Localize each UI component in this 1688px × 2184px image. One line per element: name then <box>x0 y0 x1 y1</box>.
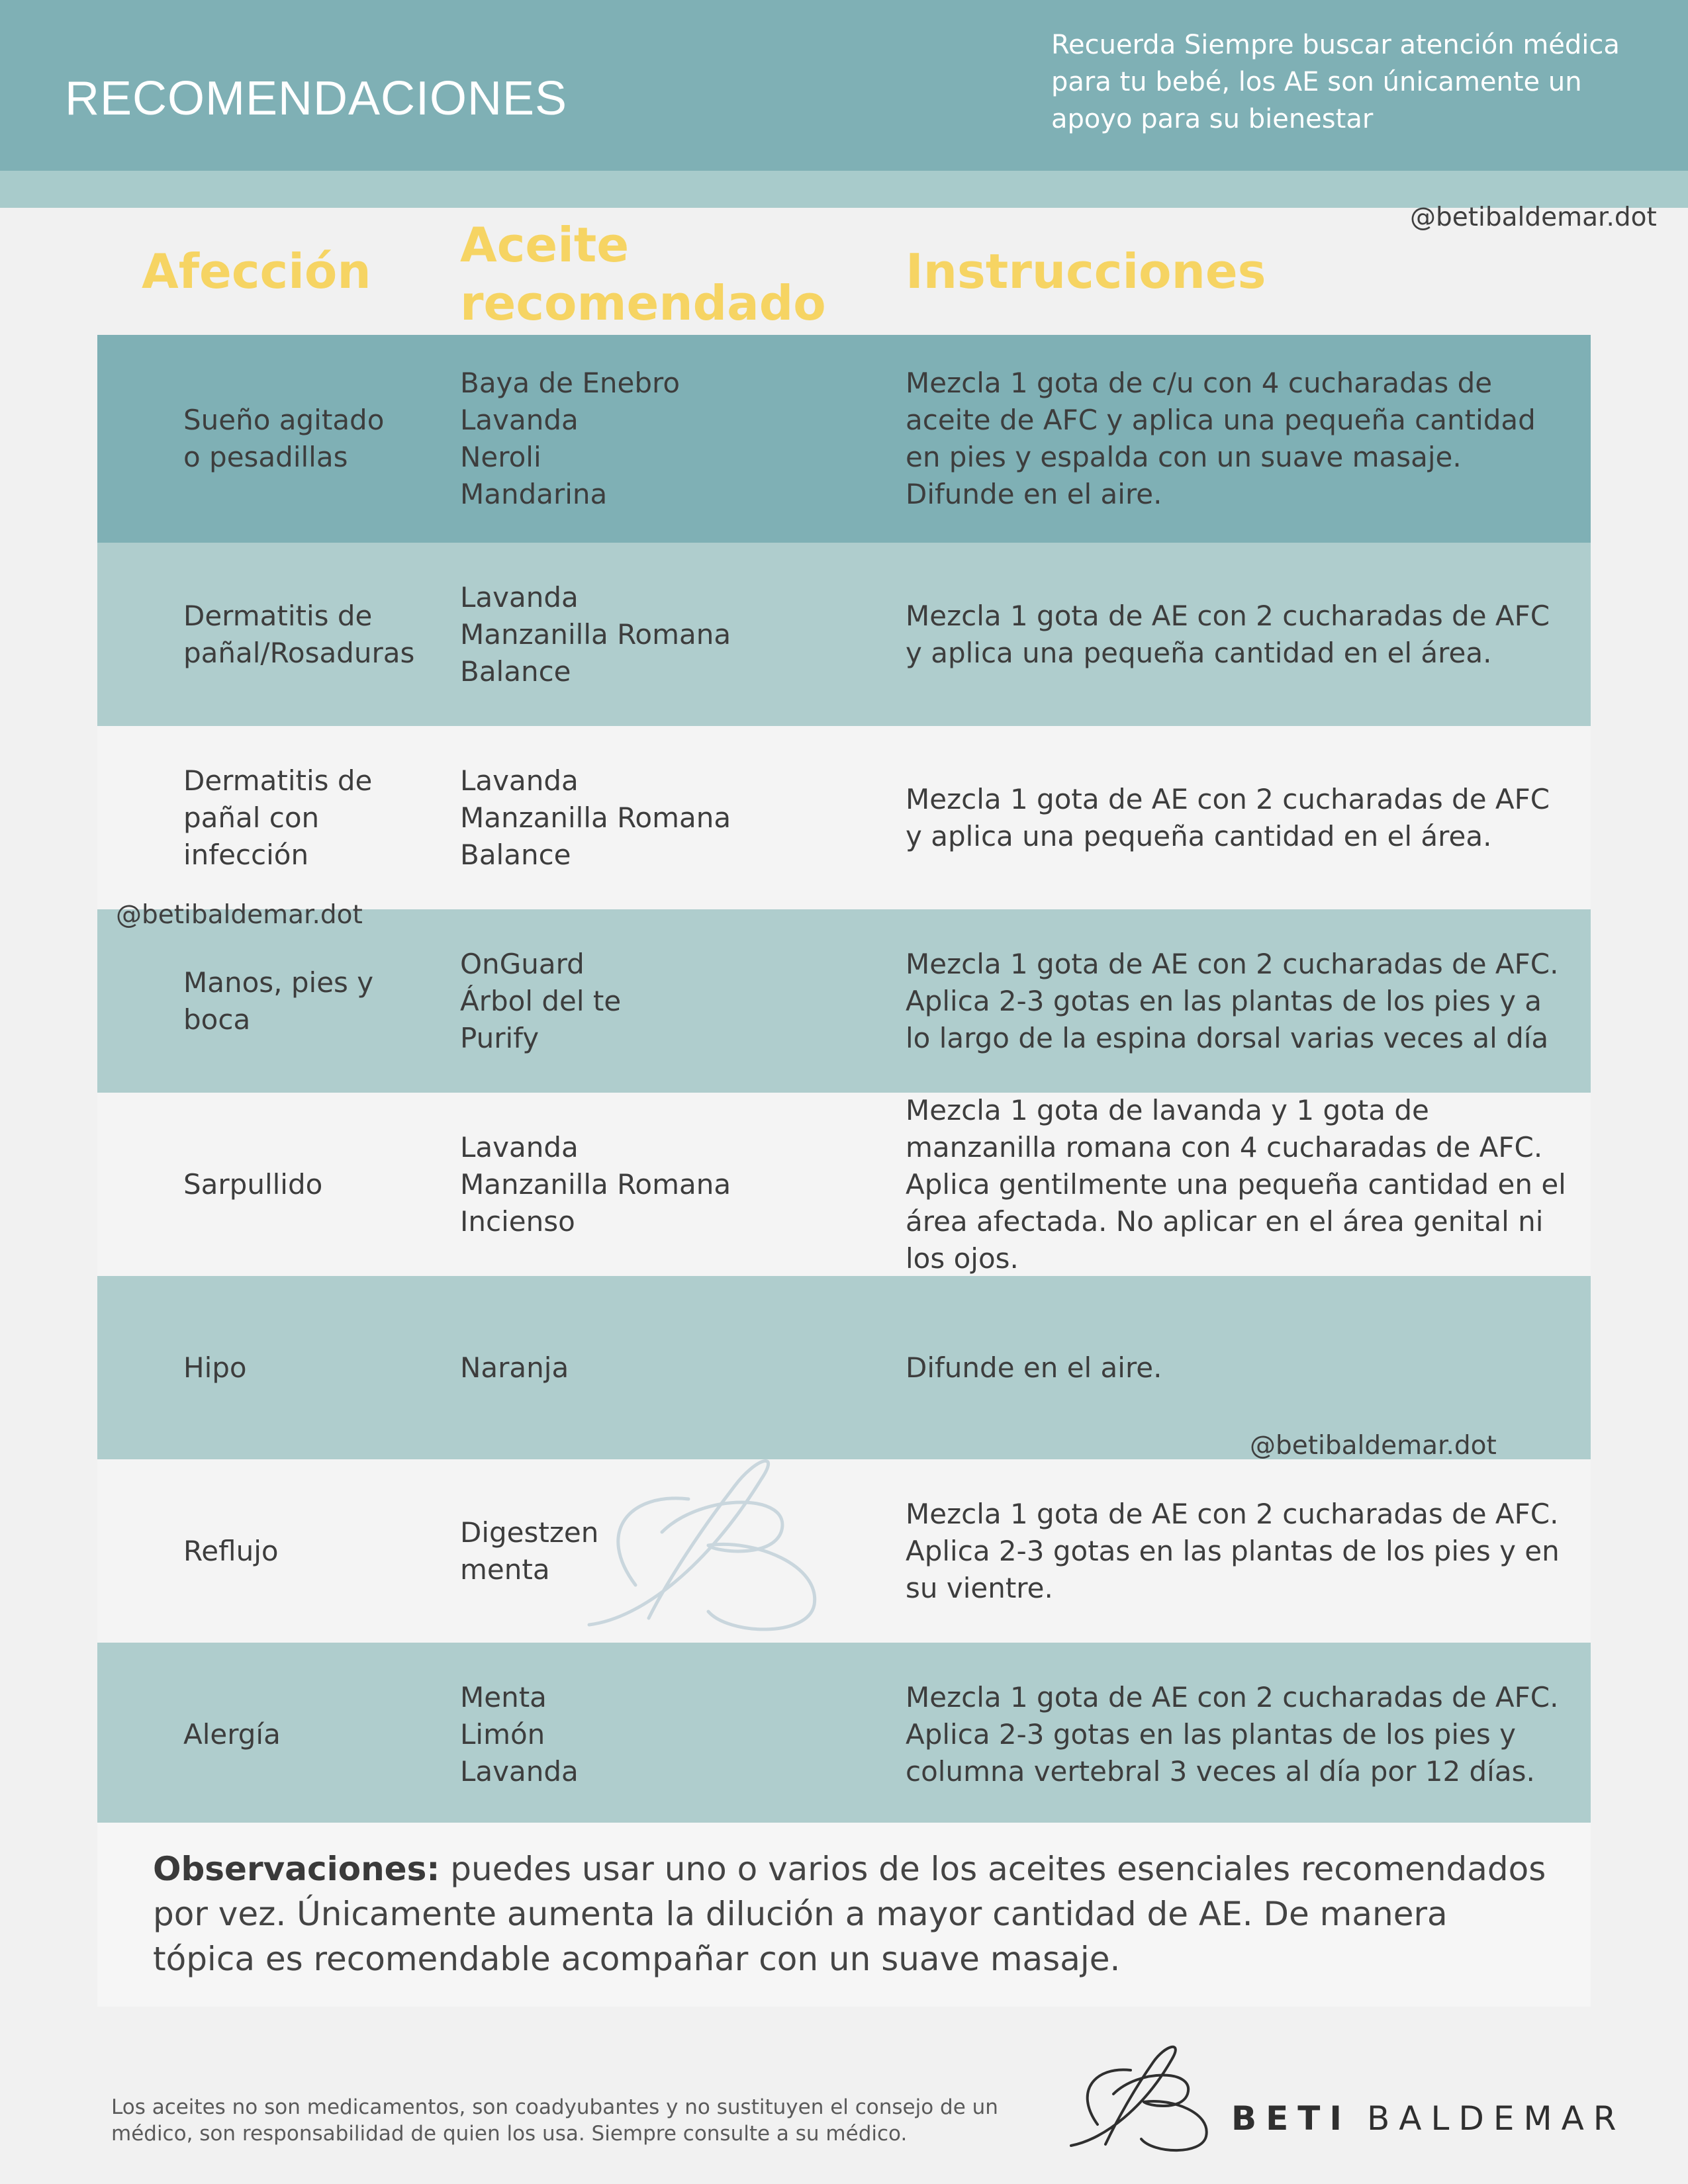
oils-cell <box>460 543 857 726</box>
oil-name: Lavanda <box>460 580 579 614</box>
condition-cell <box>183 1643 442 1826</box>
table-row <box>97 1459 1591 1643</box>
oils-cell <box>460 726 857 909</box>
condition-line: Reflujo <box>183 1534 279 1567</box>
observations-box <box>97 1823 1591 2007</box>
condition-cell <box>183 335 442 543</box>
condition-line: Sarpullido <box>183 1167 323 1201</box>
condition-cell <box>183 726 442 909</box>
oils-cell <box>460 335 857 543</box>
oils-cell <box>460 1093 857 1276</box>
oils-cell <box>460 1643 857 1826</box>
oil-name: Manzanilla Romana <box>460 617 731 651</box>
oil-name: Árbol del te <box>460 984 622 1017</box>
oil-name: Lavanda <box>460 404 579 436</box>
oil-name: Balance <box>460 838 571 871</box>
brand-name-last: BALDEMAR <box>1366 2099 1626 2138</box>
instructions-text: Mezcla 1 gota de lavanda y 1 gota de manzanilla romana con 4 cucharadas de AFC. Aplica gentilmente una pequeña cantidad en el área afectada. No aplicar en el área genital ni los ojos. <box>906 1093 1566 1275</box>
instructions-cell <box>906 335 1574 543</box>
condition-line: Dermatitis de <box>183 764 373 797</box>
column-header-instructions: Instrucciones <box>906 244 1266 299</box>
oil-name: Mandarina <box>460 478 608 510</box>
condition-cell <box>183 909 442 1093</box>
instructions-text: Mezcla 1 gota de AE con 2 cucharadas de AFC. Aplica 2-3 gotas en las plantas de los pies y a lo largo de la espina dorsal varias veces al día <box>906 947 1559 1054</box>
oil-name: Manzanilla Romana <box>460 1167 731 1201</box>
condition-cell <box>183 1276 442 1459</box>
instructions-cell <box>906 909 1574 1093</box>
condition-line: Dermatitis de <box>183 599 373 632</box>
watermark-handle-top: @betibaldemar.dot <box>1410 203 1657 232</box>
brand-logo-watermark <box>583 1453 834 1638</box>
oil-name: Purify <box>460 1021 539 1054</box>
oil-name: menta <box>460 1553 550 1586</box>
condition-line: Sueño agitado <box>183 404 385 436</box>
table-row <box>97 335 1591 543</box>
condition-cell <box>183 543 442 726</box>
watermark-handle-middle: @betibaldemar.dot <box>116 900 363 930</box>
condition-line: Hipo <box>183 1351 247 1384</box>
header-note: Recuerda Siempre buscar atención médica para tu bebé, los AE son únicamente un apoyo para su bienestar <box>1051 30 1620 134</box>
oil-name: Menta <box>460 1680 547 1713</box>
oil-name: Digestzen <box>460 1516 599 1549</box>
instructions-cell <box>906 1459 1574 1643</box>
instructions-text: Mezcla 1 gota de AE con 2 cucharadas de AFC y aplica una pequeña cantidad en el área. <box>906 782 1550 852</box>
condition-line: Alergía <box>183 1717 281 1751</box>
oil-name: Incienso <box>460 1205 575 1238</box>
oil-name: Naranja <box>460 1351 569 1384</box>
condition-line: pañal con <box>183 801 320 834</box>
oil-name: Lavanda <box>460 1754 579 1788</box>
column-header-oil-line2: recomendado <box>460 275 826 331</box>
column-header-oil-line1: Aceite <box>460 217 630 273</box>
instructions-text: Mezcla 1 gota de AE con 2 cucharadas de AFC. Aplica 2-3 gotas en las plantas de los pies y columna vertebral 3 veces al día por 12 días. <box>906 1680 1559 1788</box>
oil-name: OnGuard <box>460 947 585 980</box>
table-row <box>97 543 1591 726</box>
oil-name: Lavanda <box>460 764 579 797</box>
oil-name: Baya de Enebro <box>460 367 680 399</box>
instructions-cell <box>906 726 1574 909</box>
brand-name <box>1231 2099 1626 2138</box>
table-row <box>97 909 1591 1093</box>
condition-line: boca <box>183 1003 251 1036</box>
instructions-cell <box>906 1093 1574 1276</box>
instructions-text: Mezcla 1 gota de AE con 2 cucharadas de AFC. Aplica 2-3 gotas en las plantas de los pies y en su vientre. <box>906 1497 1560 1604</box>
condition-line: o pesadillas <box>183 441 348 473</box>
table-row <box>97 1093 1591 1276</box>
table-row <box>97 726 1591 909</box>
column-header-condition: Afección <box>142 244 371 299</box>
oil-name: Neroli <box>460 441 541 473</box>
header-bar <box>0 0 1688 171</box>
observations-text <box>153 1846 1556 1981</box>
observations-body: puedes usar uno o varios de los aceites esenciales recomendados por vez. Únicamente aumenta la dilución a mayor cantidad de AE. De manera tópica es recomendable acompañar con un suave masaje. <box>153 1850 1546 1978</box>
watermark-handle-lower: @betibaldemar.dot <box>1250 1431 1497 1461</box>
brand-logo-icon <box>1066 2040 1211 2152</box>
instructions-cell <box>906 1643 1574 1826</box>
table-row <box>97 1643 1591 1826</box>
oil-name: Lavanda <box>460 1130 579 1163</box>
condition-cell <box>183 1093 442 1276</box>
page-title: RECOMENDACIONES <box>65 72 568 125</box>
footer-disclaimer: Los aceites no son medicamentos, son coadyubantes y no sustituyen el consejo de un médico, son responsabilidad de quien los usa. Siempre consulte a su médico. <box>111 2095 998 2146</box>
oils-cell <box>460 1276 857 1459</box>
oil-name: Manzanilla Romana <box>460 801 731 834</box>
instructions-text: Mezcla 1 gota de c/u con 4 cucharadas de aceite de AFC y aplica una pequeña cantidad en pies y espalda con un suave masaje. Difunde en el aire. <box>906 367 1536 510</box>
oil-name: Balance <box>460 655 571 688</box>
brand-name-first: BETI <box>1231 2099 1351 2138</box>
instructions-text: Mezcla 1 gota de AE con 2 cucharadas de AFC y aplica una pequeña cantidad en el área. <box>906 599 1550 669</box>
condition-line: Manos, pies y <box>183 966 374 999</box>
column-header-oil <box>460 216 826 332</box>
oils-cell <box>460 909 857 1093</box>
condition-line: pañal/Rosaduras <box>183 636 415 669</box>
observations-label: Observaciones: <box>153 1850 440 1888</box>
oil-name: Limón <box>460 1717 545 1751</box>
instructions-cell <box>906 543 1574 726</box>
condition-cell <box>183 1459 442 1643</box>
instructions-text: Difunde en el aire. <box>906 1351 1162 1384</box>
recommendations-table <box>97 335 1591 1826</box>
condition-line: infección <box>183 838 309 871</box>
